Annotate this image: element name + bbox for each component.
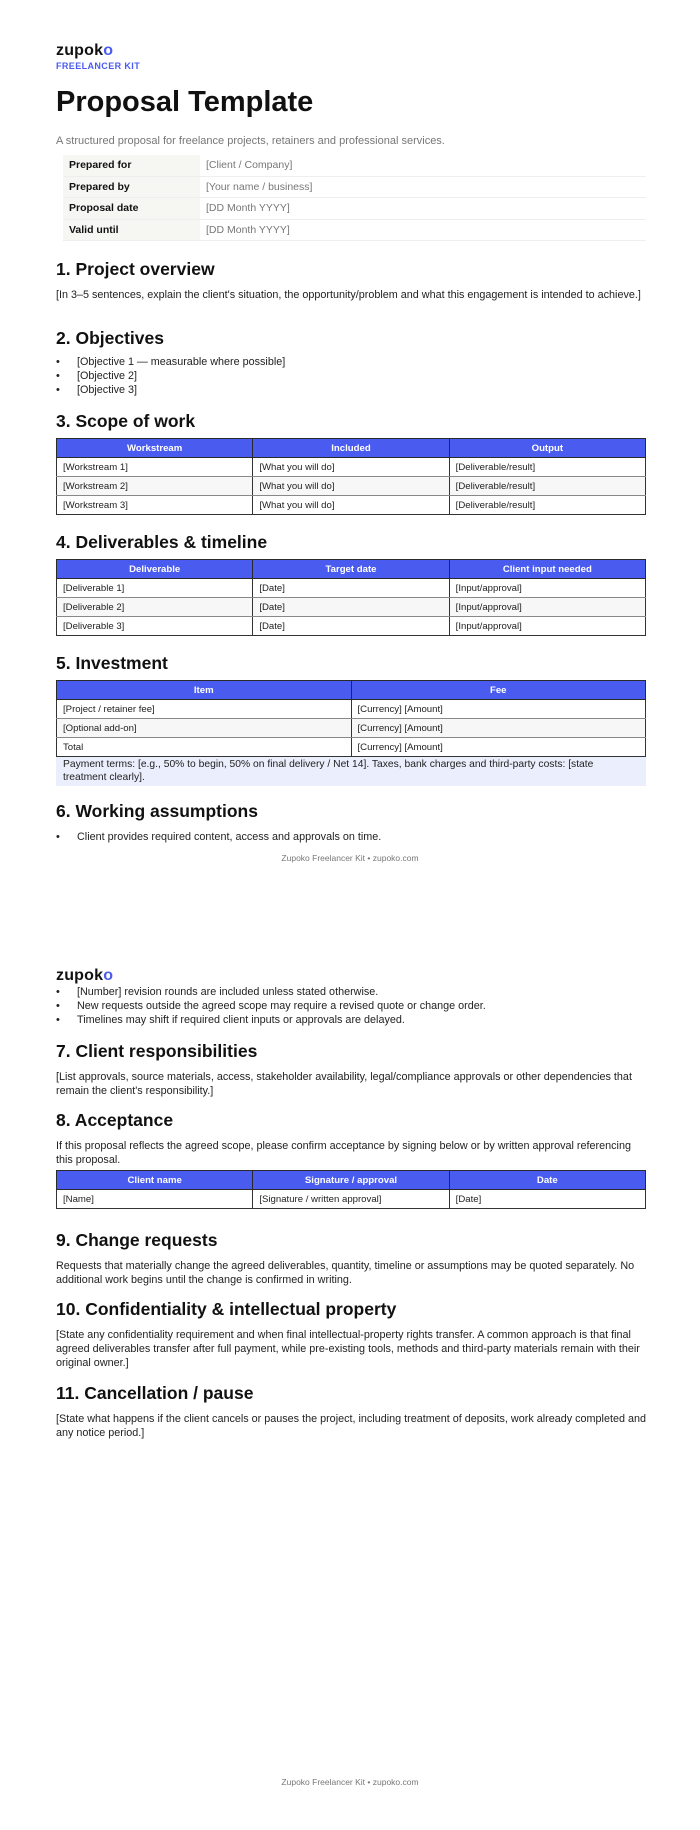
table-header: Client input needed — [449, 560, 645, 579]
section-heading: 7. Client responsibilities — [56, 1041, 258, 1061]
page-2 — [0, 915, 700, 1830]
list-item: • Client provides required content, access and approvals on time. — [56, 830, 646, 844]
table-cell: [Deliverable 1] — [57, 579, 253, 598]
table-cell: [Currency] [Amount] — [351, 719, 646, 738]
table-row — [57, 738, 646, 757]
section-change-requests — [56, 1230, 646, 1287]
table-cell: [Deliverable/result] — [449, 477, 645, 496]
table-cell: [Date] — [253, 617, 449, 636]
table-cell: [Workstream 2] — [57, 477, 253, 496]
brand-name: zupok — [56, 967, 104, 984]
meta-label: Prepared for — [63, 155, 200, 176]
page-footer: Zupoko Freelancer Kit • zupoko.com — [281, 1777, 419, 1787]
brand-logo — [56, 967, 646, 985]
table-cell: [Date] — [253, 598, 449, 617]
table-row — [57, 477, 646, 496]
section-working-assumptions — [56, 801, 646, 844]
table-cell: Total — [57, 738, 352, 757]
section-heading: 1. Project overview — [56, 259, 215, 279]
deliverables-table — [56, 559, 646, 636]
section-client-responsibilities — [56, 1041, 646, 1098]
table-header: Item — [57, 681, 352, 700]
acceptance-table — [56, 1170, 646, 1209]
payment-terms-note: Payment terms: [e.g., 50% to begin, 50% on final delivery / Net 14]. Taxes, bank charges and third-party costs: [state treatment clearly]. — [56, 757, 646, 786]
section-confidentiality-ip — [56, 1299, 646, 1370]
section-heading: 4. Deliverables & timeline — [56, 532, 268, 552]
brand-name-accent: o — [103, 967, 114, 984]
table-cell: [What you will do] — [253, 477, 449, 496]
list-item: • New requests outside the agreed scope may require a revised quote or change order. — [56, 999, 646, 1013]
meta-table — [63, 155, 646, 241]
meta-label: Valid until — [63, 219, 200, 241]
section-heading: 5. Investment — [56, 653, 168, 673]
table-row — [57, 700, 646, 719]
meta-label: Proposal date — [63, 198, 200, 220]
table-cell: [Currency] [Amount] — [351, 700, 646, 719]
section-objectives — [56, 328, 646, 397]
table-cell: [What you will do] — [253, 496, 449, 515]
table-header: Fee — [351, 681, 646, 700]
section-acceptance — [56, 1110, 646, 1209]
brand-name-accent: o — [103, 42, 114, 59]
table-header: Client name — [57, 1171, 253, 1190]
table-cell: [Project / retainer fee] — [57, 700, 352, 719]
assumptions-list — [56, 830, 646, 844]
section-heading: 10. Confidentiality & intellectual property — [56, 1299, 397, 1319]
section-heading: 6. Working assumptions — [56, 801, 258, 821]
section-text: [In 3–5 sentences, explain the client's situation, the opportunity/problem and what this engagement is intended to achieve.] — [56, 289, 641, 301]
table-cell: [Input/approval] — [449, 598, 645, 617]
table-cell: [Input/approval] — [449, 617, 645, 636]
section-heading: 9. Change requests — [56, 1230, 218, 1250]
table-cell: [Workstream 1] — [57, 458, 253, 477]
meta-row — [63, 176, 646, 198]
table-header: Output — [449, 439, 645, 458]
brand-name: zupok — [56, 42, 104, 59]
meta-value: [Your name / business] — [200, 176, 646, 198]
section-deliverables-timeline — [56, 532, 646, 636]
list-item: • Timelines may shift if required client inputs or approvals are delayed. — [56, 1013, 646, 1027]
section-heading: 11. Cancellation / pause — [56, 1383, 254, 1403]
section-text: If this proposal reflects the agreed scope, please confirm acceptance by signing below or by written approval referencing this proposal. — [56, 1140, 631, 1166]
meta-value: [Client / Company] — [200, 155, 646, 176]
section-text: [State what happens if the client cancels or pauses the project, including treatment of deposits, work already completed and any notice period.] — [56, 1413, 646, 1439]
section-text: [List approvals, source materials, access, stakeholder availability, legal/compliance approvals or other dependencies that remain the client's responsibility.] — [56, 1071, 632, 1097]
objectives-list — [56, 355, 646, 397]
list-item: • [Objective 2] — [56, 369, 646, 383]
section-heading: 2. Objectives — [56, 328, 164, 348]
table-cell: [Deliverable/result] — [449, 458, 645, 477]
list-item: • [Objective 3] — [56, 383, 646, 397]
section-project-overview — [56, 259, 646, 302]
brand-logo — [56, 42, 646, 60]
section-heading: 3. Scope of work — [56, 411, 196, 431]
table-cell: [Date] — [253, 579, 449, 598]
section-scope-of-work — [56, 411, 646, 515]
table-cell: [Currency] [Amount] — [351, 738, 646, 757]
table-row — [57, 598, 646, 617]
page-subtitle: A structured proposal for freelance projects, retainers and professional services. — [56, 135, 445, 147]
table-header: Signature / approval — [253, 1171, 449, 1190]
meta-value: [DD Month YYYY] — [200, 219, 646, 241]
table-cell: [What you will do] — [253, 458, 449, 477]
table-row — [57, 617, 646, 636]
table-cell: [Optional add-on] — [57, 719, 352, 738]
table-header: Date — [449, 1171, 645, 1190]
table-row — [57, 1190, 646, 1209]
section-text: [State any confidentiality requirement and when final intellectual-property rights transfer. A common approach is that final agreed deliverables transfer after full payment, while pre-existing tools, methods and third-party materials remain with their original owner.] — [56, 1329, 640, 1369]
table-row — [57, 719, 646, 738]
assumptions-list — [56, 985, 646, 1027]
meta-row — [63, 198, 646, 220]
table-cell: [Deliverable 2] — [57, 598, 253, 617]
page-title: Proposal Template — [56, 86, 314, 118]
table-cell: [Name] — [57, 1190, 253, 1209]
table-header: Workstream — [57, 439, 253, 458]
table-header: Deliverable — [57, 560, 253, 579]
table-row — [57, 579, 646, 598]
table-cell: [Signature / written approval] — [253, 1190, 449, 1209]
investment-table — [56, 680, 646, 757]
table-header: Included — [253, 439, 449, 458]
table-cell: [Workstream 3] — [57, 496, 253, 515]
meta-row — [63, 155, 646, 176]
table-row — [57, 458, 646, 477]
section-investment — [56, 653, 646, 786]
meta-row — [63, 219, 646, 241]
section-text: Requests that materially change the agreed deliverables, quantity, timeline or assumptions may be quoted separately. No additional work begins until the change is confirmed in writing. — [56, 1260, 635, 1286]
table-cell: [Deliverable/result] — [449, 496, 645, 515]
assumptions-continued — [56, 985, 646, 1027]
meta-label: Prepared by — [63, 176, 200, 198]
section-heading: 8. Acceptance — [56, 1110, 174, 1130]
table-header: Target date — [253, 560, 449, 579]
section-cancellation-pause — [56, 1383, 646, 1440]
brand-header — [56, 42, 646, 71]
table-cell: [Deliverable 3] — [57, 617, 253, 636]
scope-table — [56, 438, 646, 515]
page-footer: Zupoko Freelancer Kit • zupoko.com — [281, 853, 419, 863]
table-cell: [Input/approval] — [449, 579, 645, 598]
meta-value: [DD Month YYYY] — [200, 198, 646, 220]
kit-label: FREELANCER KIT — [56, 61, 141, 71]
brand-header — [56, 967, 646, 985]
table-cell: [Date] — [449, 1190, 645, 1209]
table-row — [57, 496, 646, 515]
list-item: • [Number] revision rounds are included unless stated otherwise. — [56, 985, 646, 999]
list-item: • [Objective 1 — measurable where possible] — [56, 355, 646, 369]
